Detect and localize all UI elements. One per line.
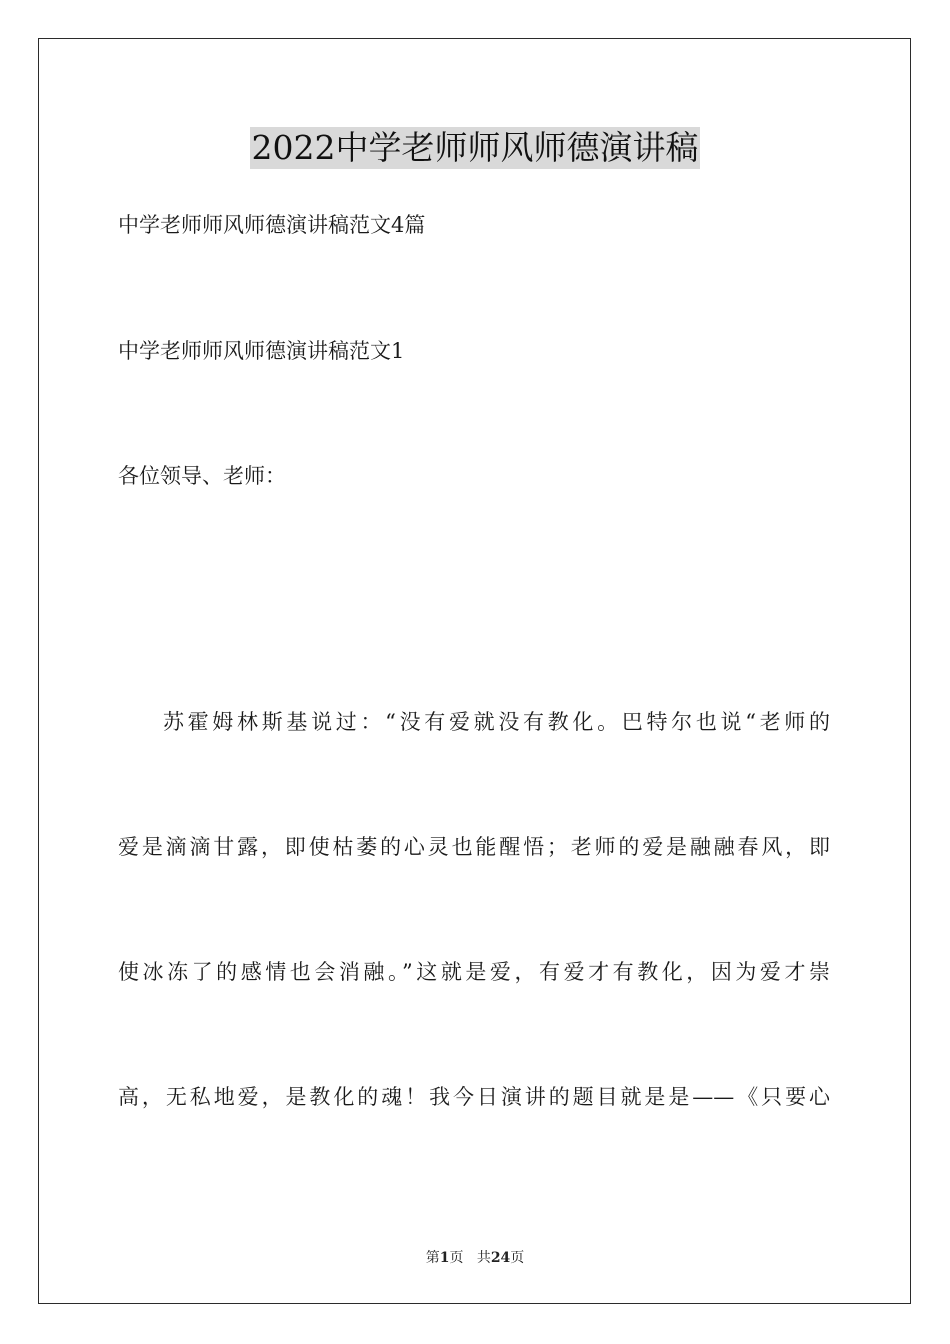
footer-total-suffix: 页 — [510, 1250, 525, 1266]
footer-page-number: 1 — [439, 1250, 450, 1266]
subtitle-collection: 中学老师师风师德演讲稿范文4篇 — [118, 213, 426, 237]
page-footer — [0, 1249, 950, 1267]
greeting: 各位领导、老师： — [118, 464, 286, 488]
footer-total-pages: 24 — [490, 1250, 511, 1266]
paragraph-line-2: 爱是滴滴甘露，即使枯萎的心灵也能醒悟；老师的爱是融融春风，即 — [118, 835, 830, 859]
footer-total-prefix: 共 — [476, 1250, 491, 1266]
document-title: 2022中学老师师风师德演讲稿 — [251, 128, 699, 167]
subtitle-essay-1: 中学老师师风师德演讲稿范文1 — [118, 339, 405, 363]
footer-page-suffix: 页 — [449, 1250, 464, 1266]
paragraph-line-1: 苏霍姆林斯基说过：“没有爱就没有教化。巴特尔也说“老师的 — [163, 710, 830, 734]
paragraph-line-4: 高，无私地爱，是教化的魂！我今日演讲的题目就是是——《只要心 — [118, 1085, 830, 1109]
paragraph-line-3: 使冰冻了的感情也会消融。”这就是爱，有爱才有教化，因为爱才崇 — [118, 960, 830, 984]
title-container — [0, 127, 950, 169]
footer-page-prefix: 第 — [425, 1250, 440, 1266]
